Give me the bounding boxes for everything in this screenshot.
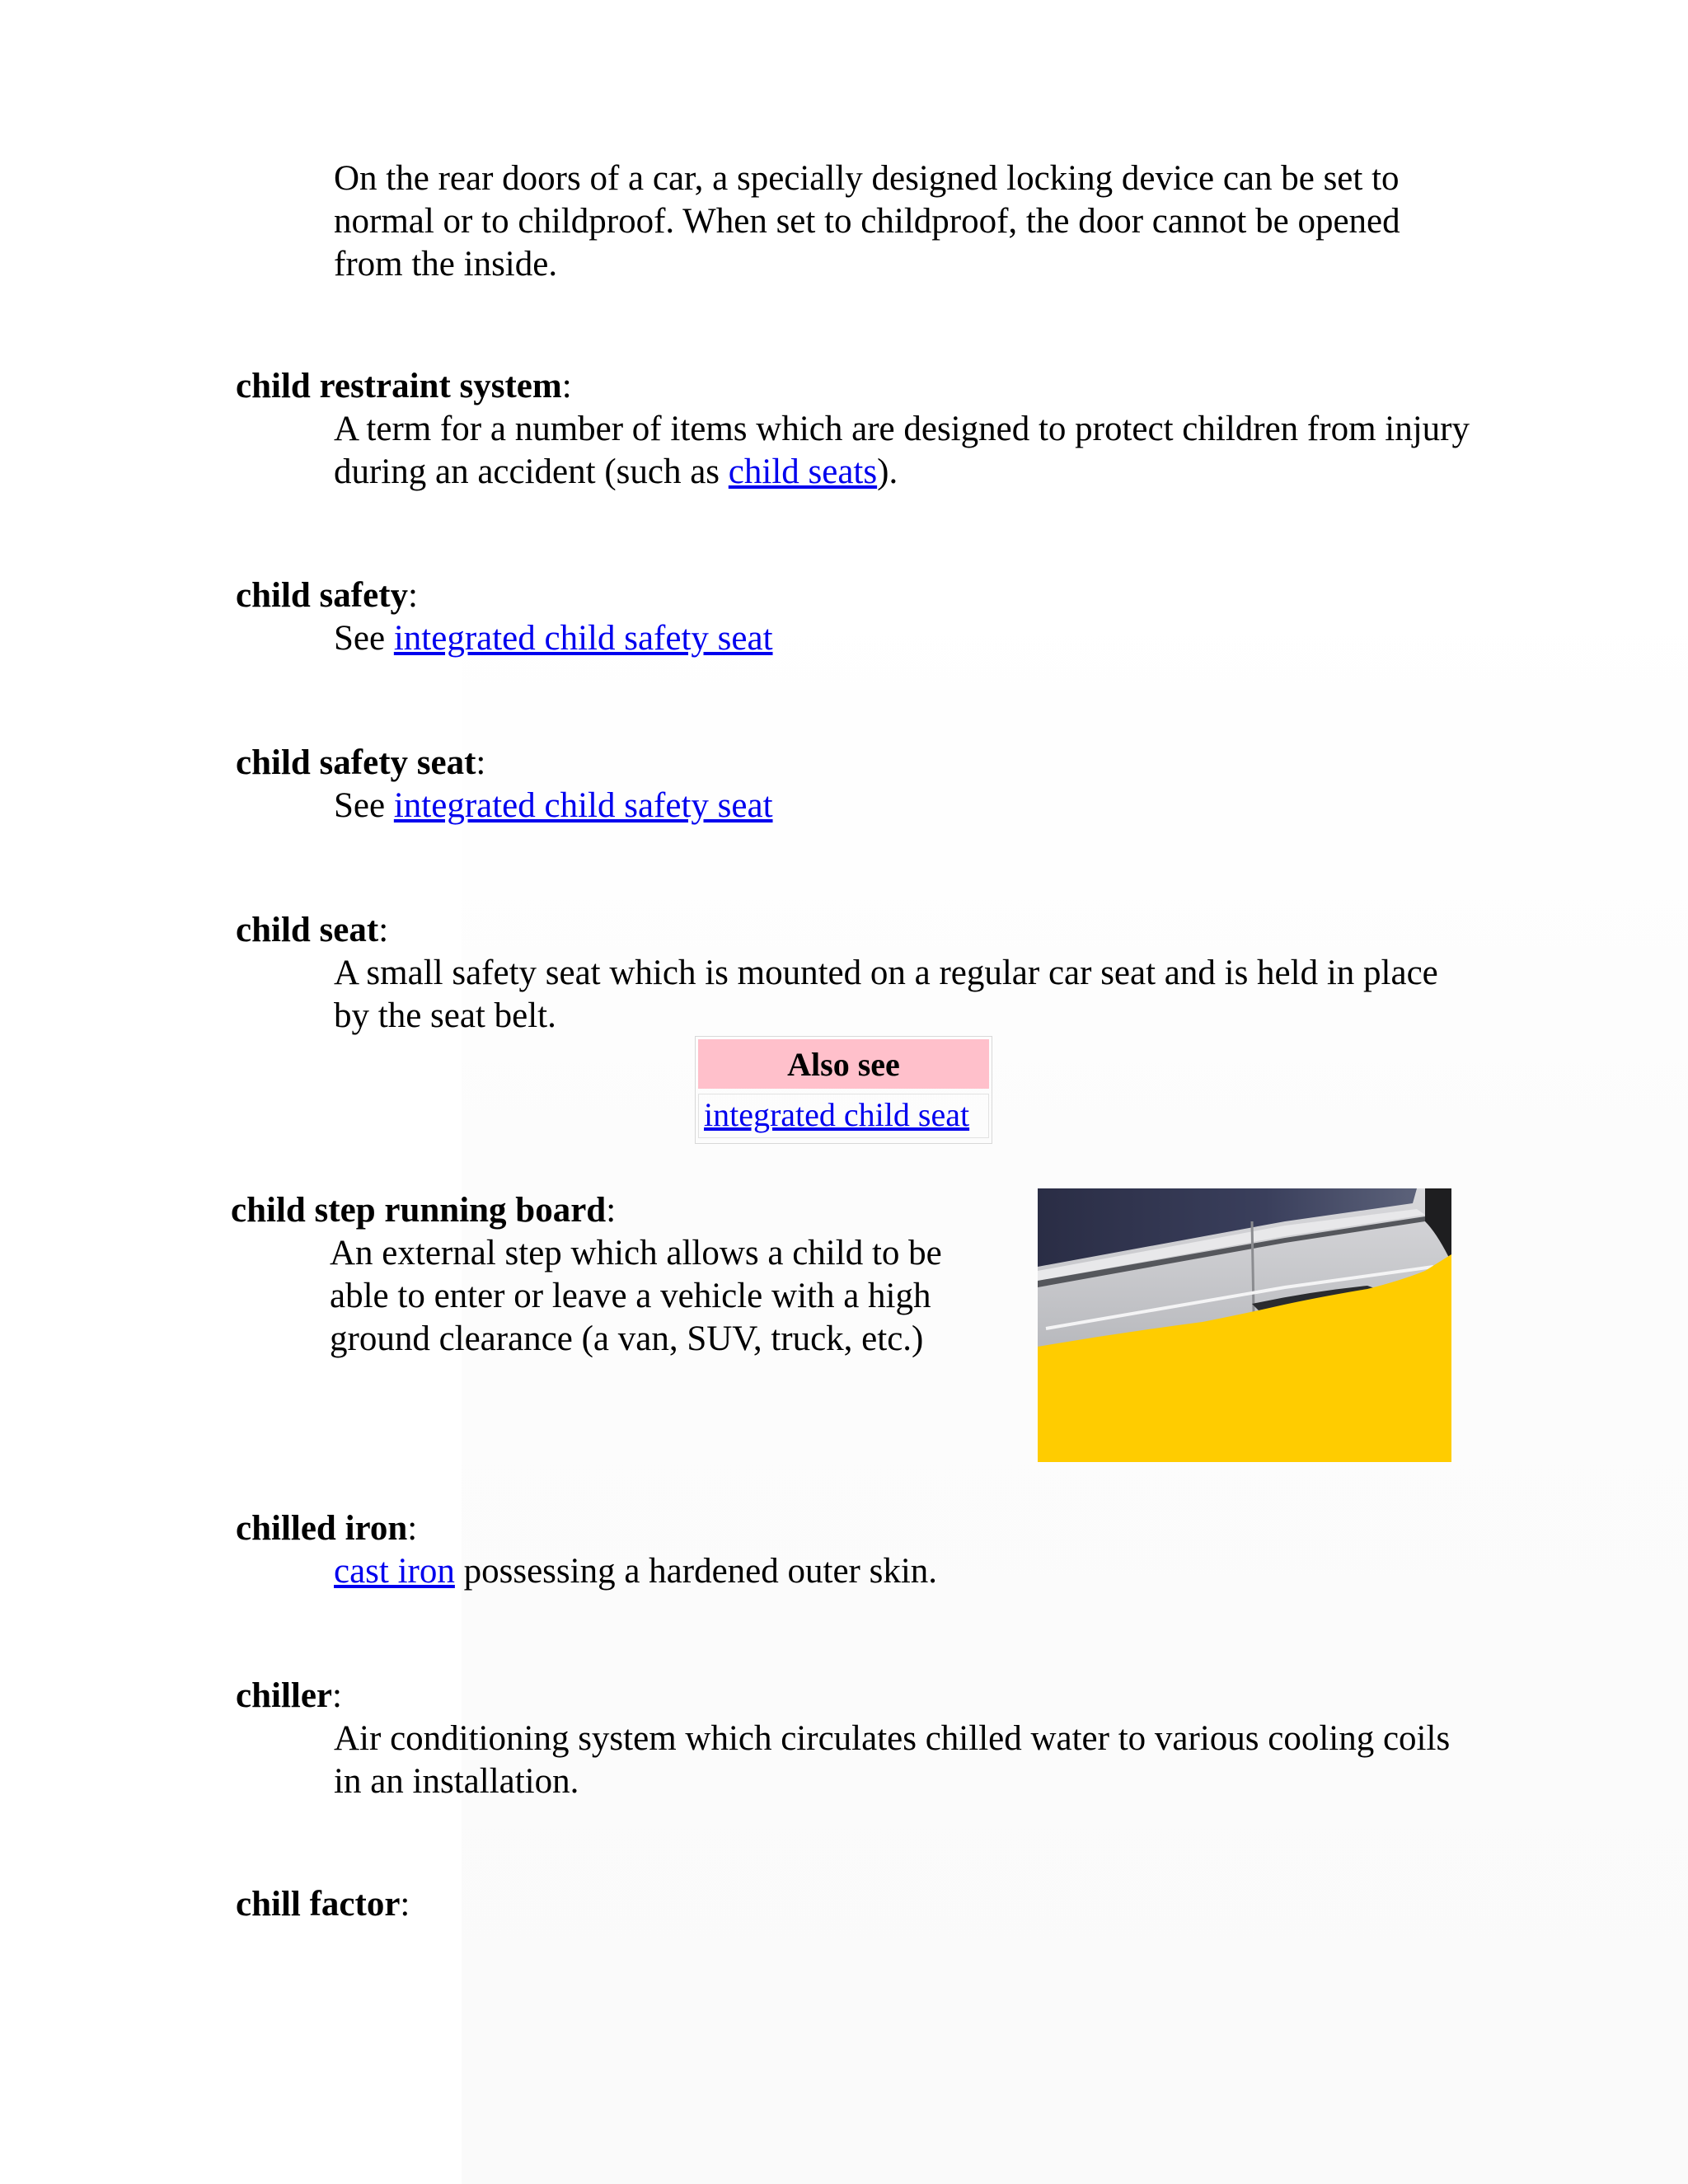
term-label: chilled iron bbox=[236, 1509, 408, 1548]
definition-child-seat: A small safety seat which is mounted on a regular car seat and is held in place by the seat belt. bbox=[334, 954, 1438, 1035]
term-chiller: chiller: bbox=[236, 1676, 342, 1715]
running-board-photo bbox=[1038, 1188, 1451, 1462]
term-chilled-iron: chilled iron: bbox=[236, 1509, 418, 1548]
definition-child-safety: See integrated child safety seat bbox=[334, 619, 773, 658]
child-seats-link[interactable]: child seats bbox=[728, 452, 878, 491]
also-see-cell bbox=[698, 1094, 989, 1138]
definition-chilled-iron: cast iron possessing a hardened outer skin. bbox=[334, 1552, 938, 1591]
also-see-box bbox=[695, 1036, 992, 1144]
definition-child-step-running-board: An external step which allows a child to be able to enter or leave a vehicle with a high ground clearance (a van, SUV, truck, etc.) bbox=[330, 1234, 942, 1358]
definition-child-restraint-system: A term for a number of items which are designed to protect children from injury during an accident (such as child seats). bbox=[334, 410, 1470, 491]
term-chill-factor: chill factor: bbox=[236, 1885, 410, 1924]
car-running-board-image bbox=[1038, 1188, 1451, 1462]
term-child-seat: child seat: bbox=[236, 911, 389, 949]
term-label: child seat bbox=[236, 911, 379, 949]
term-label: child restraint system bbox=[236, 367, 562, 405]
definition-chiller: Air conditioning system which circulates chilled water to various cooling coils in an installation. bbox=[334, 1719, 1451, 1801]
also-see-header: Also see bbox=[698, 1039, 989, 1089]
term-label: child safety bbox=[236, 576, 409, 615]
integrated-child-seat-link[interactable]: integrated child seat bbox=[704, 1096, 970, 1133]
term-label: chiller bbox=[236, 1676, 333, 1715]
term-child-safety: child safety: bbox=[236, 576, 418, 615]
term-child-safety-seat: child safety seat: bbox=[236, 743, 486, 782]
integrated-child-safety-seat-link[interactable]: integrated child safety seat bbox=[393, 619, 773, 658]
integrated-child-safety-seat-link[interactable]: integrated child safety seat bbox=[393, 786, 773, 825]
definition-childproof: On the rear doors of a car, a specially designed locking device can be set to normal or to childproof. When set to childproof, the door cannot be opened from the inside. bbox=[334, 159, 1400, 284]
term-label: child step running board bbox=[231, 1191, 607, 1230]
definition-child-safety-seat: See integrated child safety seat bbox=[334, 786, 773, 825]
term-label: child safety seat bbox=[236, 743, 476, 782]
term-child-step-running-board: child step running board: bbox=[231, 1191, 617, 1230]
term-label: chill factor bbox=[236, 1885, 401, 1924]
cast-iron-link[interactable]: cast iron bbox=[334, 1552, 455, 1591]
term-child-restraint-system: child restraint system: bbox=[236, 367, 572, 405]
